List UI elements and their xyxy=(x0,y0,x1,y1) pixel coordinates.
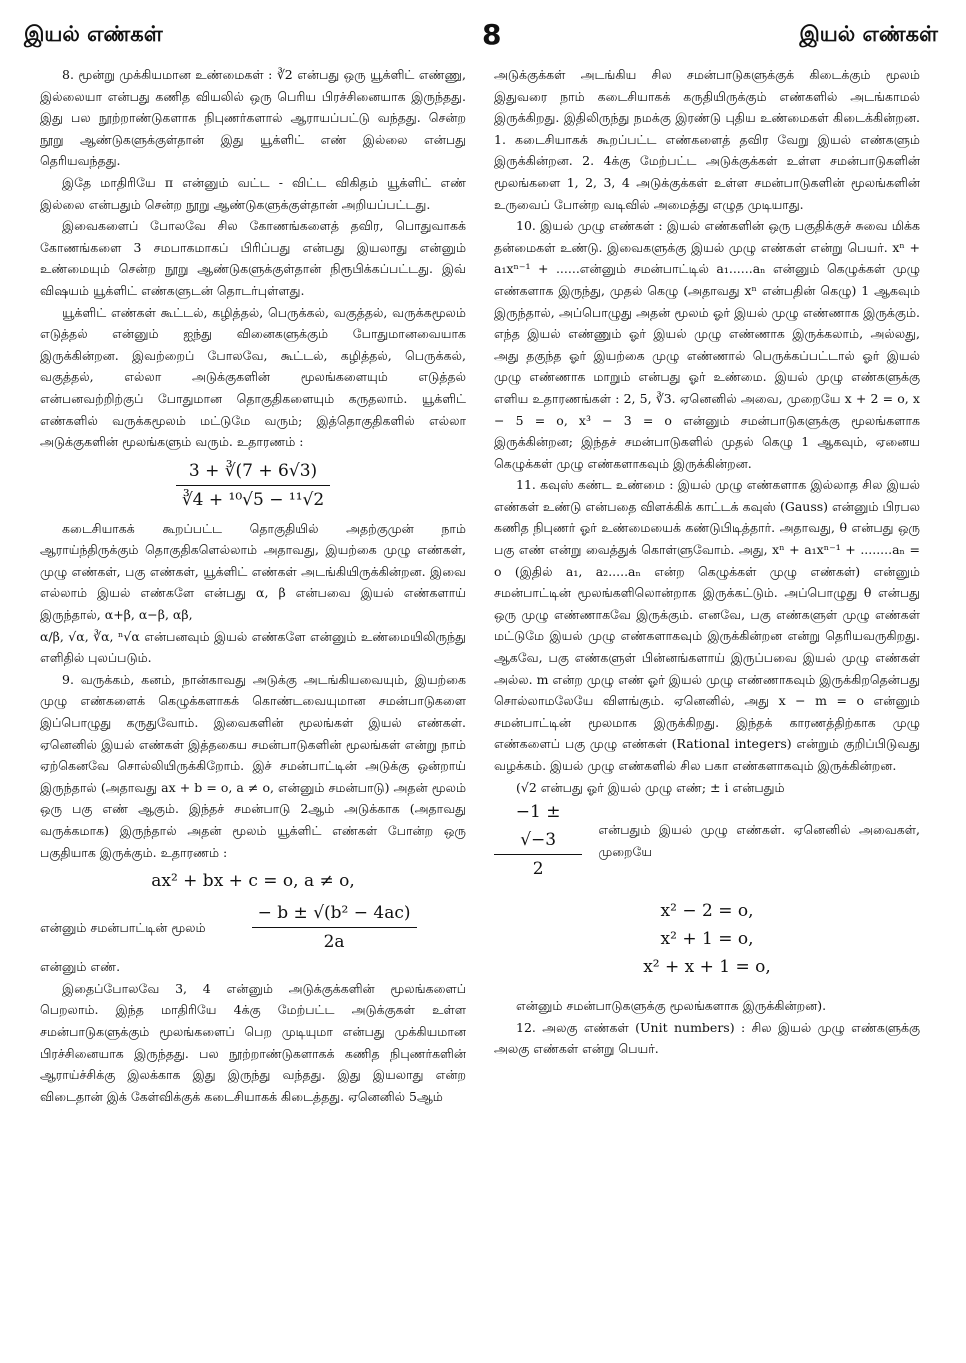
eisenstein-numerator: −1 ± √−3 xyxy=(494,798,582,855)
paragraph-examples-intro: (√2 என்பது ஓர் இயல் முழு எண்; ± i என்பதும் xyxy=(516,779,785,795)
quadratic-root-row xyxy=(40,899,466,956)
right-column xyxy=(494,64,920,1060)
example-formula xyxy=(40,457,466,514)
examples-text: என்பதும் இயல் முழு எண்கள். ஏனெனில் அவைகள், முறையே xyxy=(598,822,920,859)
paragraph-angles: இவைகளைப் போலவே சில கோணங்களைத் தவிர, பொதுவாகக் கோணங்களை 3 சமபாகமாகப் பிரிப்பது என்பது இயலாது என்னும் உண்மையும் சென்ற நூறு ஆண்டுகளுக்குள்தான் நிரூபிக்கப்பட்டது. இவ் விஷயம் யூக்ளிட் எண்களுடன் தொடர்புள்ளது. xyxy=(40,218,466,298)
equation-block xyxy=(494,897,920,981)
paragraph-12: 12. அலகு எண்கள் (Unit numbers) : சில இயல் முழு எண்களுக்கு அலகு எண்கள் என்று பெயர். xyxy=(494,1019,920,1057)
paragraph-number-label: என்னும் எண். xyxy=(40,959,121,975)
running-head xyxy=(24,18,938,58)
paragraph-9: 9. வருக்கம், கனம், நான்காவது அடுக்கு அடங்கியவையும், இயற்கை முழு எண்களைக் கெழுக்களாகக் கொண்டவையுமான சமன்பாடுகளை இப்பொழுது கருதுவோம். இவைகளின் மூலங்கள் இயல் எண்கள். ஏனெனில் இயல் எண்கள் இத்தகைய சமன்பாடுகளின் மூலங்கள் என்று நாம் ஏற்கெனவே சொல்லியிருக்கிறோம். இச் சமன்பாட்டின் அடுக்கு ஒன்றாய் இருந்தால் (அதாவது ax + b = o, a ≠ o, என்னும் சமன்பாடு) அதன் மூலம் ஒரு பகு எண் ஆகும். இந்தச் சமன்பாடு 2ஆம் அடுக்காக (அதாவது வருக்கமாக) இருந்தால் அதன் மூலம் யூக்ளிட் எண்கள் போன்ற ஒரு பகுதியாக இருக்கும். உதாரணம் : xyxy=(40,671,466,860)
paragraph-euclid-ops: யூக்ளிட் எண்கள் கூட்டல், கழித்தல், பெருக்கல், வகுத்தல், வருக்கமூலம் எடுத்தல் என்னும் ஐந்து வினைகளுக்கும் போதுமானவையாக இருக்கின்றன. இவற்றைப் போலவே, கூட்டல், கழித்தல், பெருக்கல், வகுத்தல், எல்லா அடுக்குகளின் மூலங்களையும் எடுத்தல் என்பனவற்றிற்குப் போதுமான தொகுதிகளையும் கருதலாம். யூக்ளிட் எண்களில் வருக்கமூலம் மட்டுமே வரும்; இத்தொகுதிகளில் எல்லா அடுக்குகளின் மூலங்களும் வரும். உதாரணம் : xyxy=(40,304,466,450)
page-number: 8 xyxy=(482,18,502,51)
paragraph-algebraic-closure-cont: α/β, √α, ∛α, ⁿ√α என்பனவும் இயல் எண்களே என்னும் உண்மையிலிருந்து எளிதில் புலப்படும். xyxy=(40,628,466,666)
paragraph-pi: இதே மாதிரியே π என்னும் வட்ட - விட்ட விகிதம் யூக்ளிட் எண் இல்லை என்பதும் சென்ற நூறு ஆண்டுகளுக்குள்தான் அறியப்பட்டது. xyxy=(40,174,466,212)
formula-denominator: ∛4 + ¹⁰√5 − ¹¹√2 xyxy=(181,489,325,510)
paragraph-8: 8. மூன்று முக்கியமான உண்மைகள் : ∛2 என்பது ஒரு யூக்ளிட் எண்ணு, இல்லையா என்பது கணித வியலில் ஒரு பெரிய பிரச்சினையாக இருந்தது. இது பல நூற்றாண்டுகளாக நிபுணர்களால் ஆராயப்பட்டு வந்தது. சென்ற நூறு ஆண்டுகளுக்குள்தான் இது யூக்ளிட் எண் இல்லை என்பது தெரியவந்தது. xyxy=(40,67,466,169)
equation-2: x² + 1 = o, xyxy=(660,929,754,950)
equation-3: x² + x + 1 = o, xyxy=(643,957,771,978)
paragraph-continuation: அடுக்குக்கள் அடங்கிய சில சமன்பாடுகளுக்குக் கிடைக்கும் மூலம் இதுவரை நாம் கடைசியாகக் கருதியிருக்கும் எண்களில் அடங்காமல் இருக்கிறது. இதிலிருந்து நமக்கு இரண்டு புதிய உண்மைகள் கிடைக்கின்றன. 1. கடைசியாகக் கூறப்பட்ட எண்களைத் தவிர வேறு இயல் எண்களும் இருக்கின்றன. 2. 4க்கு மேற்பட்ட அடுக்குக்கள் உள்ள சமன்பாடுகளின் மூலங்களை 1, 2, 3, 4 அடுக்குக்கள் உள்ள சமன்பாடுகளின் மூலங்களின் உருவைப் போன்ற வடிவில் அமைத்து எழுத முடியாது. xyxy=(494,67,920,212)
paragraph-higher-degrees: இதைப்போலவே 3, 4 என்னும் அடுக்குக்களின் மூலங்களைப் பெறலாம். இந்த மாதிரியே 4க்கு மேற்பட்ட அடுக்குகள் உள்ள சமன்பாடுகளுக்கும் மூலங்களைப் பெற முடியுமா என்பது முக்கியமான பிரச்சினையாக இருந்தது. பல நூற்றாண்டுகளாகக் கணித நிபுணர்களின் ஆராய்ச்சிக்கு இலக்காக இது இருந்து வந்தது. இது இயலாது என்ற விடைதான் இக் கேள்விக்குக் கடைசியாகக் கிடைத்தது. ஏனெனில் 5ஆம் xyxy=(40,980,466,1104)
eisenstein-row xyxy=(494,798,920,883)
quadratic-root-denominator: 2a xyxy=(323,932,345,953)
paragraph-11: 11. கவுஸ் கண்ட உண்மை : இயல் முழு எண்களாக இல்லாத சில இயல் எண்கள் உண்டு என்பதை விளக்கிக் காட்டக் கவுஸ் (Gauss) என்னும் பிரபல கணித நிபுணர் ஓர் உண்மையைக் கண்டுபிடித்தார். அதாவது, θ என்பது ஒரு பகு எண் என்று வைத்துக் கொள்ளுவோம். அது, xⁿ + a₁xⁿ⁻¹ + ........aₙ = o (இதில் a₁, a₂.....aₙ என்ற கெழுக்கள் முழு எண்கள்) என்னும் சமன்பாட்டின் மூலங்களிலொன்றாக இருக்கட்டும். அப்பொழுது θ என்பது ஒரு முழு எண்ணாகவே இருக்கும். எனவே, பகு எண்களுள் முழு எண்கள் மட்டுமே இயல் முழு எண்களாகவும் இருக்கின்றன என்று தெரியவருகிறது. ஆகவே, பகு எண்களுள் பின்னங்களாய் இருப்பவை இயல் முழு எண்கள் அல்ல. m என்ற முழு எண் ஓர் இயல் முழு எண்ணாகவும் இருக்கிறதென்பது சொல்லாமலேயே விளங்கும். ஏனெனில், அது x − m = o என்னும் சமன்பாட்டின் மூலமாக இருக்கிறது. இந்தக் காரணத்திற்காக முழு எண்களைப் பகு முழு எண்கள் (Rational integers) என்றும் குறிப்பிடுவது வழக்கம். இயல் முழு எண்களில் சில பகா எண்களாகவும் இருக்கின்றன. xyxy=(494,477,920,773)
quadratic-equation: ax² + bx + c = o, a ≠ o, xyxy=(151,871,355,892)
paragraph-10: 10. இயல் முழு எண்கள் : இயல் எண்களின் ஒரு பகுதிக்குச் சுவை மிக்க தன்மைகள் உண்டு. இவைகளுக்கு இயல் முழு எண்கள் என்று பெயர். xⁿ + a₁xⁿ⁻¹ + ......என்னும் சமன்பாட்டில் a₁......aₙ என்னும் கெழுக்கள் முழு எண்களாக இருந்து, முதல் கெழு (அதாவது xⁿ என்பதின் கெழு) 1 ஆகவும் இருந்தால், அப்பொழுது அதன் மூலம் ஓர் இயல் முழு எண்ணாக இருக்கும். எந்த இயல் எண்ணும் ஓர் இயல் முழு எண்ணாக இருக்கலாம், அல்லது, அது தகுந்த ஓர் இயற்கை முழு எண்ணால் பெருக்கப்பட்டால் ஓர் இயல் முழு எண்ணாக மாறும் என்பது ஓர் உண்மை. இயல் முழு எண்களுக்கு எளிய உதாரணங்கள் : 2, 5, ∛3. ஏனெனில் அவை, முறையே x + 2 = o, x − 5 = o, x³ − 3 = o என்னும் சமன்பாடுகளுக்கு மூலங்களாக இருக்கின்றன; இந்தச் சமன்பாடுகளில் முதல் கெழு 1 ஆகவும், ஏனைய கெழுக்கள் முழு எண்களாகவும் இருக்கின்றன. xyxy=(494,218,920,471)
left-column xyxy=(40,64,466,1107)
formula-numerator: 3 + ∛(7 + 6√3) xyxy=(176,457,330,486)
equation-1: x² − 2 = o, xyxy=(660,901,754,922)
running-title-left: இயல் எண்கள் xyxy=(24,22,163,46)
paragraph-algebraic-closure: கடைசியாகக் கூறப்பட்ட தொகுதியில் அதற்குமுன் நாம் ஆராய்ந்திருக்கும் தொகுதிகளெல்லாம் அதாவது, இயற்கை முழு எண்கள், முழு எண்கள், பகு எண்கள், யூக்ளிட் எண்கள் அடங்கியிருக்கின்றன. இவை எல்லாம் இயல் எண்களே என்பது α, β என்பவை இயல் எண்களாய் இருந்தால், α+β, α−β, αβ, xyxy=(40,520,466,623)
root-label: என்னும் சமன்பாட்டின் மூலம் xyxy=(40,919,206,935)
paragraph-roots: என்னும் சமன்பாடுகளுக்கு மூலங்களாக இருக்கின்றன). xyxy=(516,998,827,1014)
eisenstein-denominator: 2 xyxy=(532,859,544,880)
quadratic-root-numerator: − b ± √(b² − 4ac) xyxy=(252,899,417,928)
running-title-right: இயல் எண்கள் xyxy=(799,22,938,46)
